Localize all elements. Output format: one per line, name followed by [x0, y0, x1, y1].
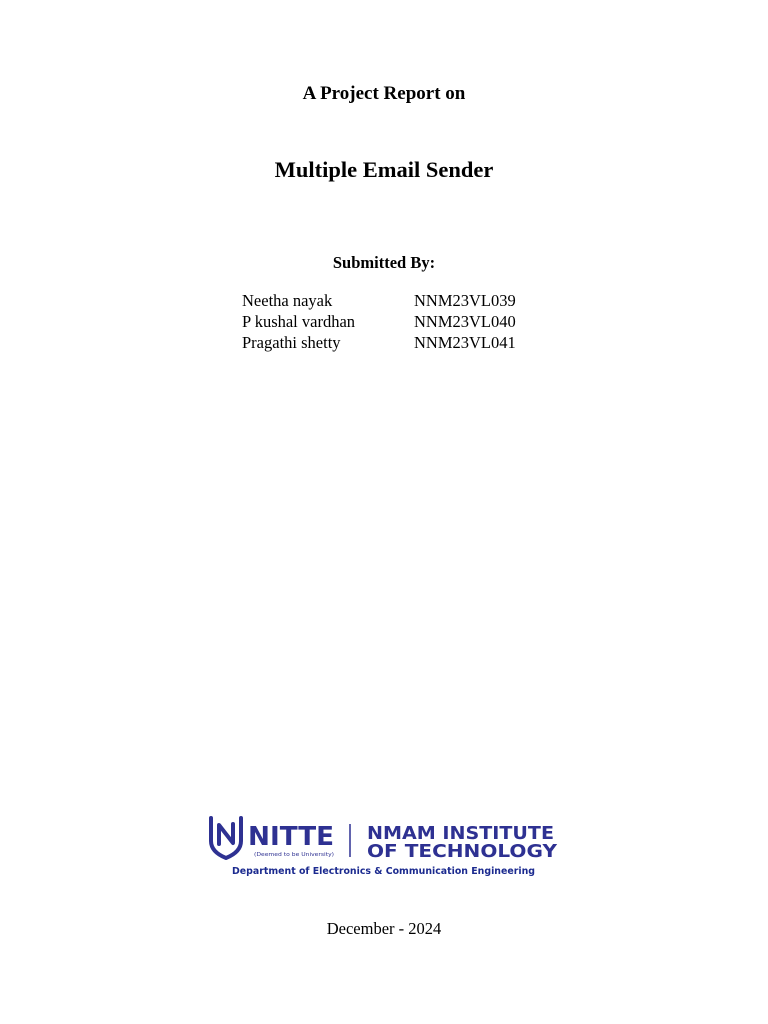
member-name: P kushal vardhan — [242, 312, 356, 331]
member-id: NNM23VL041 — [414, 333, 516, 352]
member-row — [242, 290, 516, 311]
submitted-by-label: Submitted By: — [332, 253, 436, 272]
report-subtitle: A Project Report on — [302, 83, 466, 104]
member-id: NNM23VL039 — [414, 291, 516, 310]
member-list — [242, 290, 516, 353]
member-id: NNM23VL040 — [414, 312, 516, 331]
logo-brand-note: (Deemed to be University) — [254, 852, 334, 858]
institution-logo — [208, 812, 560, 880]
member-name: Neetha nayak — [242, 291, 333, 310]
report-date: December - 2024 — [326, 919, 442, 938]
logo-institute-line1: NMAM INSTITUTE — [367, 823, 554, 844]
logo-institute-line2: OF TECHNOLOGY — [367, 841, 559, 862]
logo-brand-text: NITTE — [248, 822, 334, 852]
member-row — [242, 332, 516, 353]
nitte-shield-icon — [211, 818, 241, 858]
report-title: Multiple Email Sender — [274, 157, 494, 182]
member-name: Pragathi shetty — [242, 333, 341, 352]
logo-department: Department of Electronics & Communication Engineering — [232, 866, 535, 877]
member-row — [242, 311, 516, 332]
